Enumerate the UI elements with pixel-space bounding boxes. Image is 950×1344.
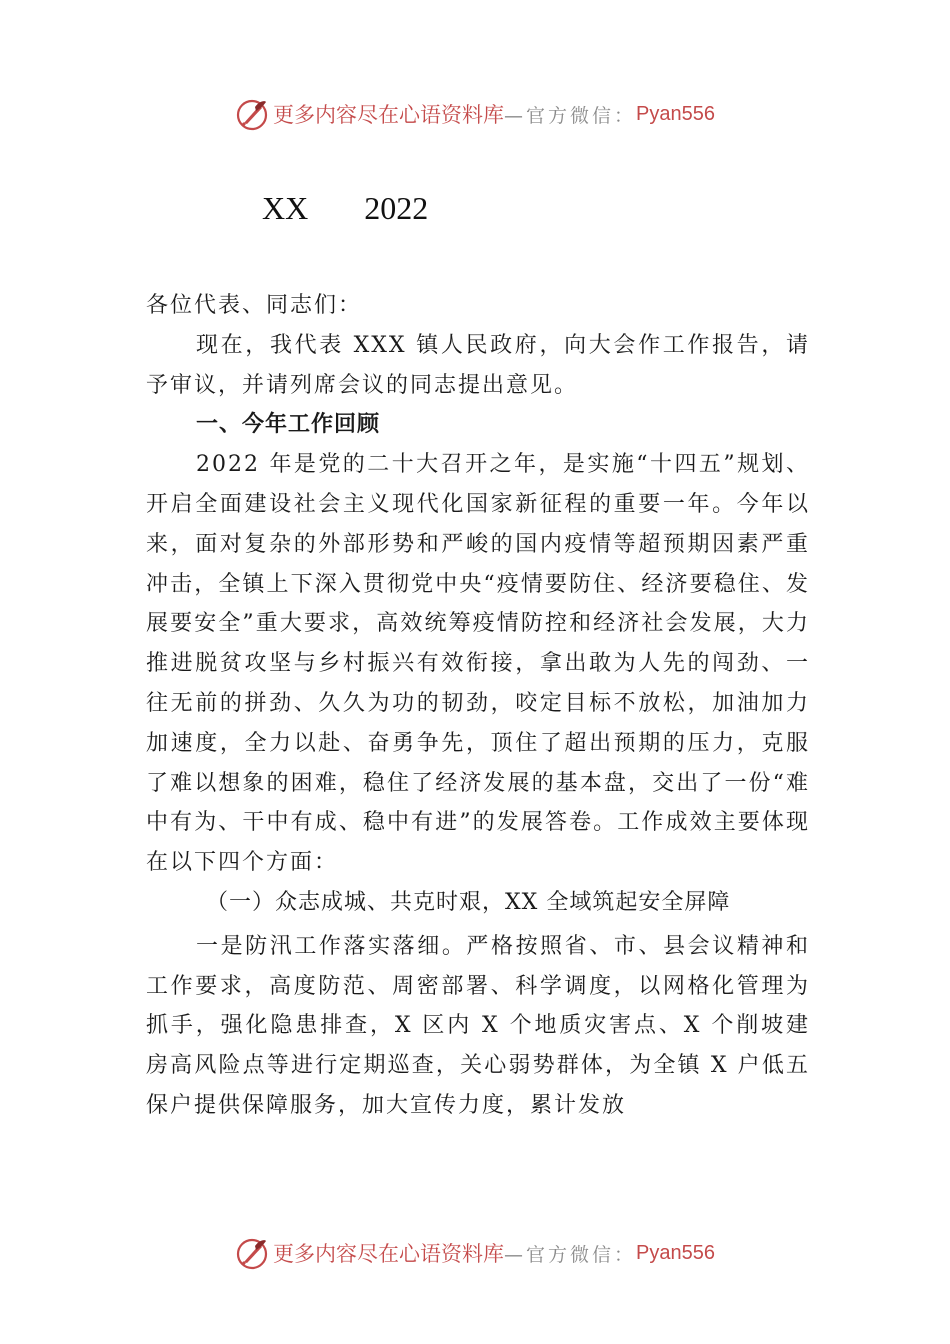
- watermark-separator: —官方微信：: [504, 104, 637, 127]
- watermark-wechat-id: Pyan556: [636, 102, 715, 125]
- salutation: 各位代表、同志们：: [146, 293, 363, 318]
- subsection-heading-1: （一）众志成城、共克时艰，XX 全域筑起安全屏障: [206, 889, 731, 915]
- document-body: [146, 286, 810, 1126]
- subsection-1-paragraph: 一是防汛工作落实落细。严格按照省、市、县会议精神和工作要求，高度防范、周密部署、科学调度，以网格化管理为抓手，强化隐患排查，X 区内 X 个地质灾害点、X 个削坡建房高风险点等进行定期巡查，关心弱势群体，为全镇 X 户低五保户提供保障服务，加大宣传力度，累计发放: [146, 933, 810, 1118]
- title-part-1: XX: [262, 190, 309, 226]
- watermark-wechat-id: Pyan556: [636, 1241, 715, 1264]
- section-heading-1: 一、今年工作回顾: [196, 412, 381, 438]
- watermark-text: 更多内容尽在心语资料库: [273, 103, 504, 127]
- watermark-banner-top: [0, 94, 950, 134]
- section-1-paragraph: 2022 年是党的二十大召开之年，是实施“十四五”规划、开启全面建设社会主义现代化国家新征程的重要一年。今年以来，面对复杂的外部形势和严峻的国内疫情等超预期因素严重冲击，全镇上下深入贯彻党中央“疫情要防住、经济要稳住、发展要安全”重大要求，高效统筹疫情防控和经济社会发展，大力推进脱贫攻坚与乡村振兴有效衔接，拿出敢为人先的闯劲、一往无前的拼劲、久久为功的韧劲，咬定目标不放松，加油加力加速度，全力以赴、奋勇争先，顶住了超出预期的压力，克服了难以想象的困难，稳住了经济发展的基本盘，交出了一份“难中有为、干中有成、稳中有进”的发展答卷。工作成效主要体现在以下四个方面：: [146, 452, 810, 876]
- quill-pen-logo-icon: [235, 1236, 269, 1270]
- page-title: [262, 190, 428, 227]
- quill-pen-logo-icon: [235, 97, 269, 131]
- watermark-banner-bottom: [0, 1233, 950, 1273]
- watermark-separator: —官方微信：: [504, 1243, 637, 1266]
- watermark-text: 更多内容尽在心语资料库: [273, 1242, 504, 1266]
- intro-paragraph: 现在，我代表 XXX 镇人民政府，向大会作工作报告，请予审议，并请列席会议的同志提出意见。: [146, 332, 810, 398]
- title-part-2: 2022: [364, 190, 429, 226]
